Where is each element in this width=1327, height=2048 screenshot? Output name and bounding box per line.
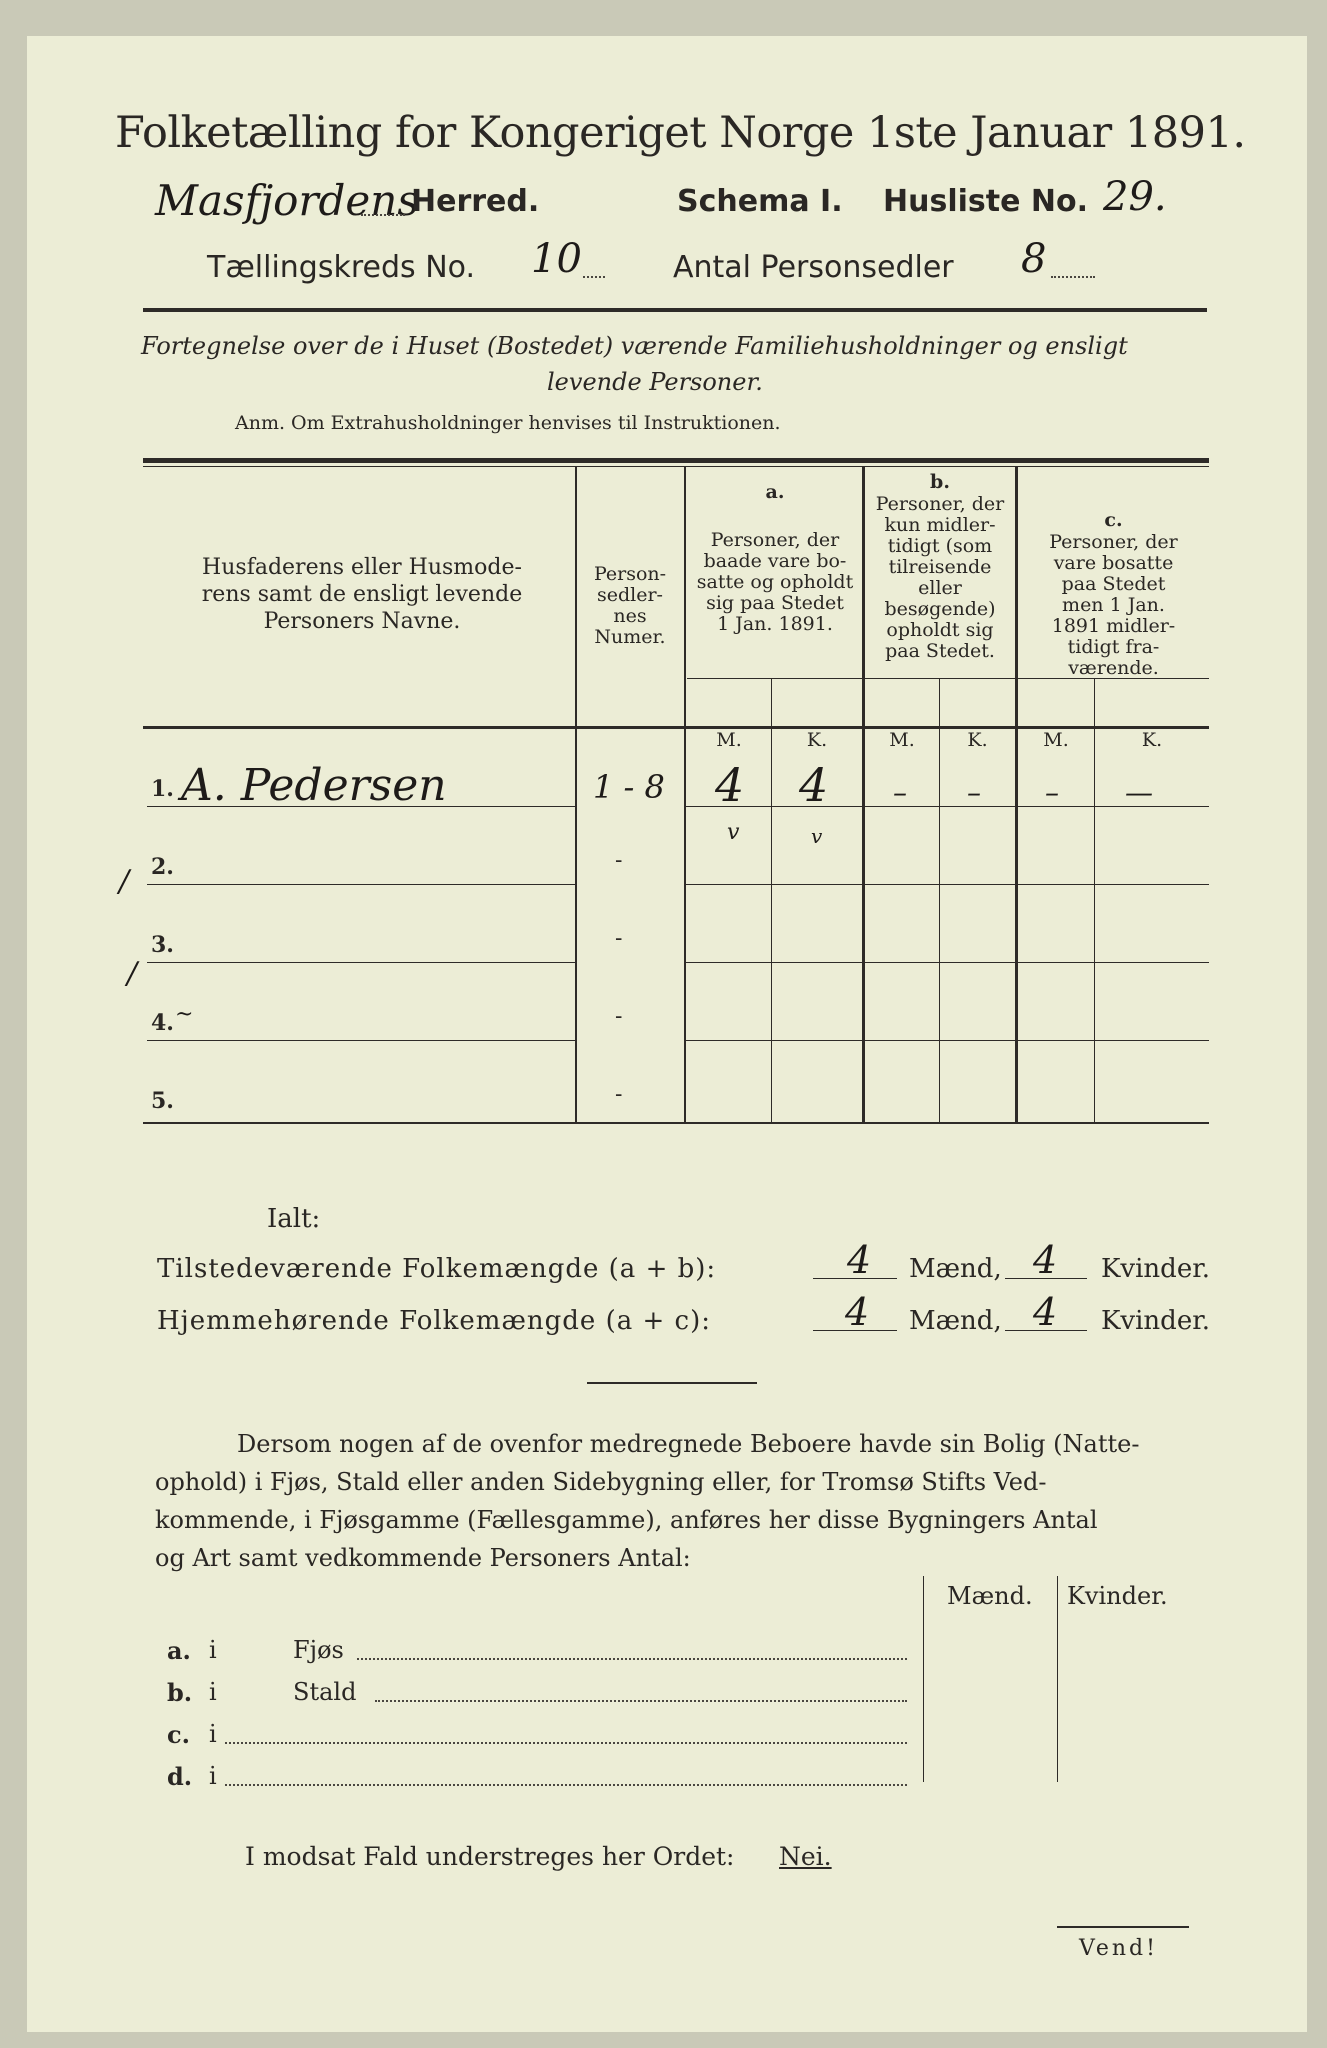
vend-rule: [1057, 1926, 1189, 1928]
item-letter: d.: [167, 1762, 193, 1791]
row-c-m: –: [1045, 776, 1059, 809]
census-form-sheet: [27, 36, 1307, 2032]
row-number: 1.: [151, 776, 174, 802]
intro-line-2: levende Personer.: [547, 368, 763, 396]
antal-label: Antal Personsedler: [673, 250, 954, 285]
row-number: 3.: [151, 932, 174, 958]
col-a-header: Personer, der baade vare bo- satte og opholdt sig paa Stedet 1 Jan. 1891.: [696, 529, 854, 635]
row-line-2: [147, 884, 575, 885]
item-label: Fjøs: [293, 1636, 344, 1664]
item-dots: [225, 1784, 907, 1786]
item-dots: [357, 1658, 907, 1660]
item-dots: [375, 1700, 907, 1702]
row-numer: -: [615, 1004, 623, 1029]
table-top-rule-thin: [143, 466, 1209, 467]
hjemme-m-value: 4: [845, 1290, 870, 1334]
col-c-letter: c.: [1104, 509, 1123, 531]
numer-column-header: Person- sedler- nes Numer.: [593, 563, 667, 648]
table-bottom-rule: [143, 1122, 1209, 1124]
tilstede-m-value: 4: [847, 1238, 872, 1282]
row-numer: 1 - 8: [593, 768, 665, 806]
a-m-header: M.: [716, 729, 742, 751]
col-a-letter: a.: [765, 481, 785, 503]
tilstede-maend: Mænd,: [909, 1254, 1002, 1284]
table-top-rule: [143, 458, 1209, 463]
margin-mark: /: [127, 956, 138, 991]
vend-label: Vend!: [1079, 1936, 1158, 1961]
kvinder-col-header: Kvinder.: [1067, 1582, 1168, 1610]
col-c-header: Personer, der vare bosatte paa Stedet men 1 Jan. 1891 midler- tidigt fra- værende.: [1049, 531, 1178, 679]
tilstede-kvinder: Kvinder.: [1101, 1254, 1211, 1284]
outbuildings-col-div-2: [1057, 1576, 1058, 1782]
item-prefix: i: [209, 1636, 217, 1664]
item-dots: [225, 1742, 907, 1744]
names-column-header: Husfaderens eller Husmode- rens samt de ensligt levende Personers Navne.: [201, 555, 523, 634]
row-a-k: 4: [799, 758, 829, 812]
item-prefix: i: [209, 1678, 217, 1706]
footer-text: I modsat Fald understreges her Ordet:: [245, 1842, 735, 1871]
herred-label: Herred.: [411, 184, 540, 219]
kreds-label: Tællingskreds No.: [207, 250, 475, 285]
item-prefix: i: [209, 1762, 217, 1790]
row-numer: -: [615, 848, 623, 873]
form-title: Folketælling for Kongeriget Norge 1ste Januar 1891.: [115, 108, 1246, 158]
row-c-k: —: [1125, 776, 1153, 809]
antal-value: 8: [1021, 236, 1047, 282]
tilstede-k-value: 4: [1033, 1238, 1058, 1282]
col-b-header: Personer, der kun midler- tidigt (som tilreisende eller besøgende) opholdt sig paa Stedet.: [875, 493, 1005, 662]
row-line-2b: [685, 884, 1209, 885]
outbuildings-col-div-1: [923, 1576, 924, 1782]
anm-note: Anm. Om Extrahusholdninger henvises til Instruktionen.: [235, 412, 781, 434]
row-number: 2.: [151, 854, 174, 880]
husliste-value: 29.: [1103, 174, 1167, 220]
section-divider: [587, 1382, 757, 1384]
herred-value: Masfjordens: [155, 176, 419, 225]
kreds-value: 10: [531, 236, 582, 282]
outbuildings-para-4: og Art samt vedkommende Personers Antal:: [155, 1544, 691, 1572]
hjemme-maend: Mænd,: [909, 1306, 1002, 1336]
item-label: Stald: [293, 1678, 357, 1706]
margin-mark: /: [119, 864, 130, 899]
footer-nei: Nei.: [779, 1842, 832, 1871]
row-line-3b: [685, 962, 1209, 963]
item-letter: a.: [167, 1636, 191, 1665]
row-number: 5.: [151, 1088, 174, 1114]
col-div-numer: [684, 466, 686, 1122]
item-prefix: i: [209, 1720, 217, 1748]
c-k-header: K.: [1141, 729, 1163, 751]
hjemme-kvinder: Kvinder.: [1101, 1306, 1211, 1336]
item-letter: b.: [167, 1678, 193, 1707]
col-b-letter: b.: [930, 471, 950, 493]
hjemme-k-value: 4: [1033, 1290, 1058, 1334]
schema-label: Schema I.: [677, 184, 843, 219]
check-mark-a-k: v: [811, 824, 823, 848]
b-m-header: M.: [889, 729, 915, 751]
antal-dots: [1051, 276, 1095, 278]
ialt-label: Ialt:: [267, 1204, 321, 1234]
herred-dots: [361, 214, 405, 216]
margin-mark: ~: [175, 1002, 194, 1027]
outbuildings-para-2: ophold) i Fjøs, Stald eller anden Sidebygning eller, for Tromsø Stifts Ved-: [155, 1468, 1047, 1496]
row-b-k: –: [967, 776, 981, 809]
tilstede-label: Tilstedeværende Folkemængde (a + b):: [157, 1254, 717, 1284]
row-b-m: –: [893, 776, 907, 809]
outbuildings-para-1: Dersom nogen af de ovenfor medregnede Beboere havde sin Bolig (Natte-: [237, 1430, 1140, 1458]
check-mark-a-m: v: [727, 820, 740, 845]
row-line-3: [147, 962, 575, 963]
item-letter: c.: [167, 1720, 190, 1749]
row-numer: -: [615, 1082, 623, 1107]
row-a-m: 4: [715, 758, 745, 812]
row-name: A. Pedersen: [181, 760, 447, 811]
b-k-header: K.: [967, 729, 988, 751]
row-numer: -: [615, 926, 623, 951]
header-rule: [143, 308, 1207, 312]
hjemme-label: Hjemmehørende Folkemængde (a + c):: [157, 1306, 711, 1336]
c-m-header: M.: [1043, 729, 1069, 751]
kreds-dots: [583, 276, 605, 278]
row-line-4b: [685, 1040, 1209, 1041]
a-k-header: K.: [806, 729, 828, 751]
row-number: 4.: [151, 1010, 174, 1036]
maend-col-header: Mænd.: [947, 1582, 1033, 1610]
intro-line-1: Fortegnelse over de i Huset (Bostedet) værende Familiehusholdninger og ensligt: [141, 332, 1128, 360]
outbuildings-para-3: kommende, i Fjøsgamme (Fællesgamme), anføres her disse Bygningers Antal: [155, 1506, 1098, 1534]
husliste-label: Husliste No.: [883, 184, 1088, 219]
row-line-4: [147, 1040, 575, 1041]
